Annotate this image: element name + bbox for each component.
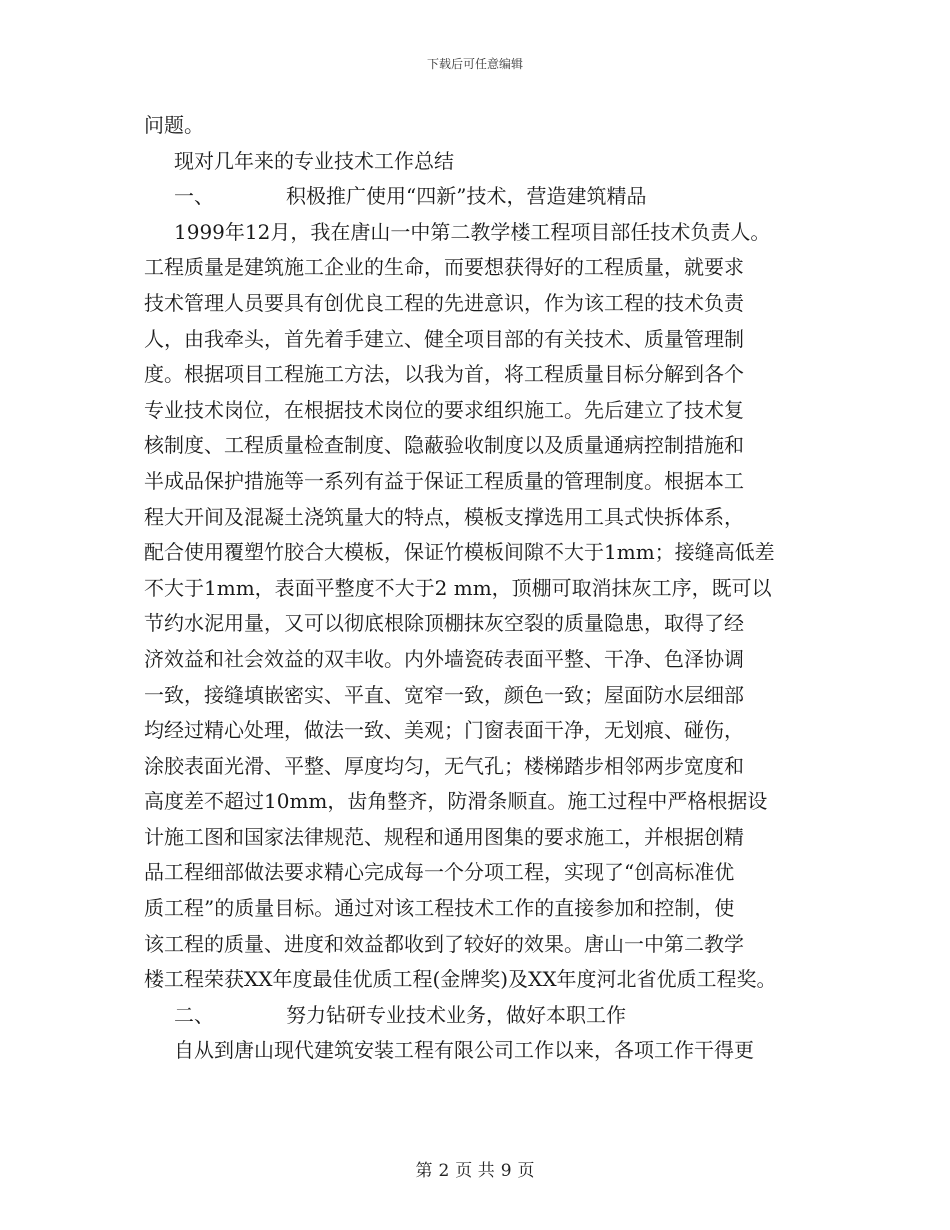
footer-prefix: 第 xyxy=(415,1161,433,1181)
document-body xyxy=(144,108,824,1069)
heading-title: 努力钻研专业技术业务，做好本职工作 xyxy=(286,1002,626,1027)
paragraph-line: 一致，接缝填嵌密实、平直、宽窄一致，颜色一致；屋面防水层细部 xyxy=(144,682,744,707)
paragraph-line: 人，由我牵头，首先着手建立、健全项目部的有关技术、质量管理制 xyxy=(144,326,744,351)
section-heading-2 xyxy=(144,998,824,1034)
paragraph-line: 程大开间及混凝土浇筑量大的特点，模板支撑选用工具式快拆体系， xyxy=(144,504,744,529)
page-footer xyxy=(0,1156,950,1181)
footer-mid: 页 共 xyxy=(455,1161,495,1181)
paragraph-line: 均经过精心处理，做法一致、美观；门窗表面干净，无划痕、碰伤， xyxy=(144,718,744,743)
paragraph-line: 节约水泥用量，又可以彻底根除顶棚抹灰空裂的质量隐患，取得了经 xyxy=(144,611,744,636)
section-heading-1 xyxy=(144,179,824,215)
heading-title: 积极推广使用“四新”技术，营造建筑精品 xyxy=(286,184,647,209)
paragraph-line: 1999年12月，我在唐山一中第二教学楼工程项目部任技术负责人。 xyxy=(174,219,771,244)
paragraph-line: 济效益和社会效益的双丰收。内外墙瓷砖表面平整、干净、色泽协调 xyxy=(144,646,744,671)
paragraph-line: 核制度、工程质量检查制度、隐蔽验收制度以及质量通病控制措施和 xyxy=(144,433,744,458)
paragraph-line: 自从到唐山现代建筑安装工程有限公司工作以来，各项工作干得更 xyxy=(174,1038,754,1063)
heading-number: 二、 xyxy=(174,1002,214,1027)
heading-number: 一、 xyxy=(174,184,214,209)
paragraph-line: 问题。 xyxy=(144,113,204,137)
paragraph-line: 半成品保护措施等一系列有益于保证工程质量的管理制度。根据本工 xyxy=(144,468,744,493)
paragraph-line: 专业技术岗位，在根据技术岗位的要求组织施工。先后建立了技术复 xyxy=(144,397,744,422)
paragraph-line: 配合使用覆塑竹胶合大模板，保证竹模板间隙不大于1mm；接缝高低差 xyxy=(144,540,775,565)
paragraph-line: 涂胶表面光滑、平整、厚度均匀，无气孔；楼梯踏步相邻两步宽度和 xyxy=(144,753,744,778)
paragraph-line: 高度差不超过10mm，齿角整齐，防滑条顺直。施工过程中严格根据设 xyxy=(144,789,768,814)
footer-total-pages: 9 xyxy=(500,1161,512,1181)
paragraph-line: 现对几年来的专业技术工作总结 xyxy=(174,148,454,173)
footer-suffix: 页 xyxy=(517,1161,535,1181)
paragraph-line: 不大于1mm，表面平整度不大于2 mm，顶棚可取消抹灰工序，既可以 xyxy=(144,575,772,600)
footer-page-number: 2 xyxy=(438,1161,450,1181)
paragraph-line: 质工程”的质量目标。通过对该工程技术工作的直接参加和控制，使 xyxy=(144,896,735,921)
paragraph-line: 楼工程荣获XX年度最佳优质工程(金牌奖)及XX年度河北省优质工程奖。 xyxy=(144,967,777,992)
paragraph-line: 计施工图和国家法律规范、规程和通用图集的要求施工，并根据创精 xyxy=(144,824,744,849)
paragraph-line: 品工程细部做法要求精心完成每一个分项工程，实现了“创高标准优 xyxy=(144,860,735,885)
paragraph-line: 技术管理人员要具有创优良工程的先进意识，作为该工程的技术负责 xyxy=(144,290,744,315)
paragraph-line: 该工程的质量、进度和效益都收到了较好的效果。唐山一中第二教学 xyxy=(144,931,744,956)
paragraph-line: 度。根据项目工程施工方法，以我为首，将工程质量目标分解到各个 xyxy=(144,362,744,387)
page-header: 下载后可任意编辑 xyxy=(426,57,523,71)
paragraph-line: 工程质量是建筑施工企业的生命，而要想获得好的工程质量，就要求 xyxy=(144,255,744,280)
